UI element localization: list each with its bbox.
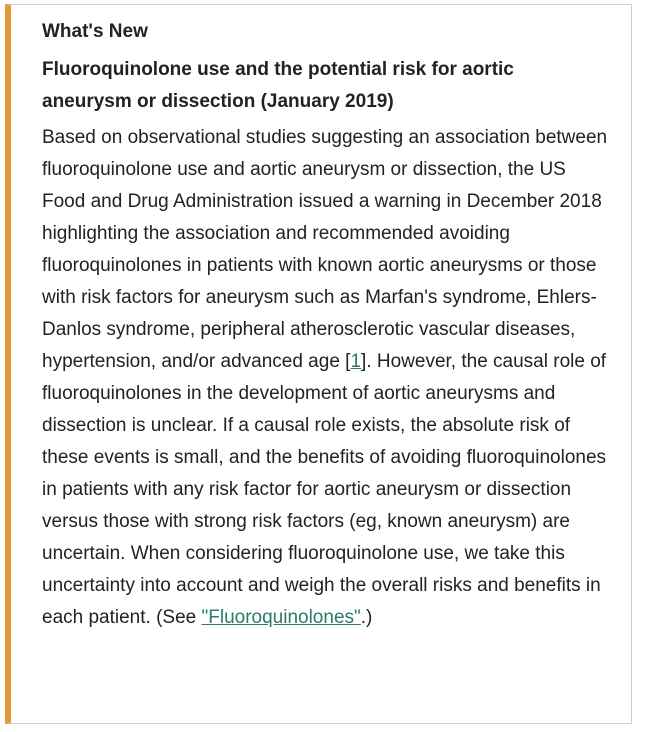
panel-content [42,19,612,634]
reference-link-1[interactable]: 1 [350,351,362,372]
body-text-part1: Based on observational studies suggesting an association between fluoroquinolone use and aortic aneurysm or dissection, the US Food and Drug Administration issued a warning in December 2018 highlighting the association and recommended avoiding fluoroquinolones in patients with known aortic aneurysms or those with risk factors for aneurysm such as Marfan's syndrome, Ehlers-Danlos syndrome, peripheral atherosclerotic vascular diseases, hypertension, and/or advanced age [42,127,608,372]
update-title-line1: Fluoroquinolone use and the potential risk for aortic [42,59,514,80]
reference-open-bracket: [ [345,351,351,372]
fluoroquinolones-link[interactable]: "Fluoroquinolones" [201,607,361,628]
panel-heading: What's New [42,21,148,42]
reference-close-bracket: ] [361,351,367,372]
update-title-line2: aneurysm or dissection (January 2019) [42,91,394,112]
whats-new-panel [5,4,632,724]
update-body [42,122,612,634]
update-title [42,54,612,118]
body-text-part2: . However, the causal role of fluoroquinolones in the development of aortic aneurysms and dissection is unclear. If a causal role exists, the absolute risk of these events is small, and the benefits of avoiding fluoroquinolones in patients with any risk factor for aortic aneurysm or dissection versus those with strong risk factors (eg, known aneurysm) are uncertain. When considering fluoroquinolone use, we take this uncertainty into account and weigh the overall risks and benefits in each patient. (See [42,351,607,628]
body-text-end: .) [360,607,373,628]
